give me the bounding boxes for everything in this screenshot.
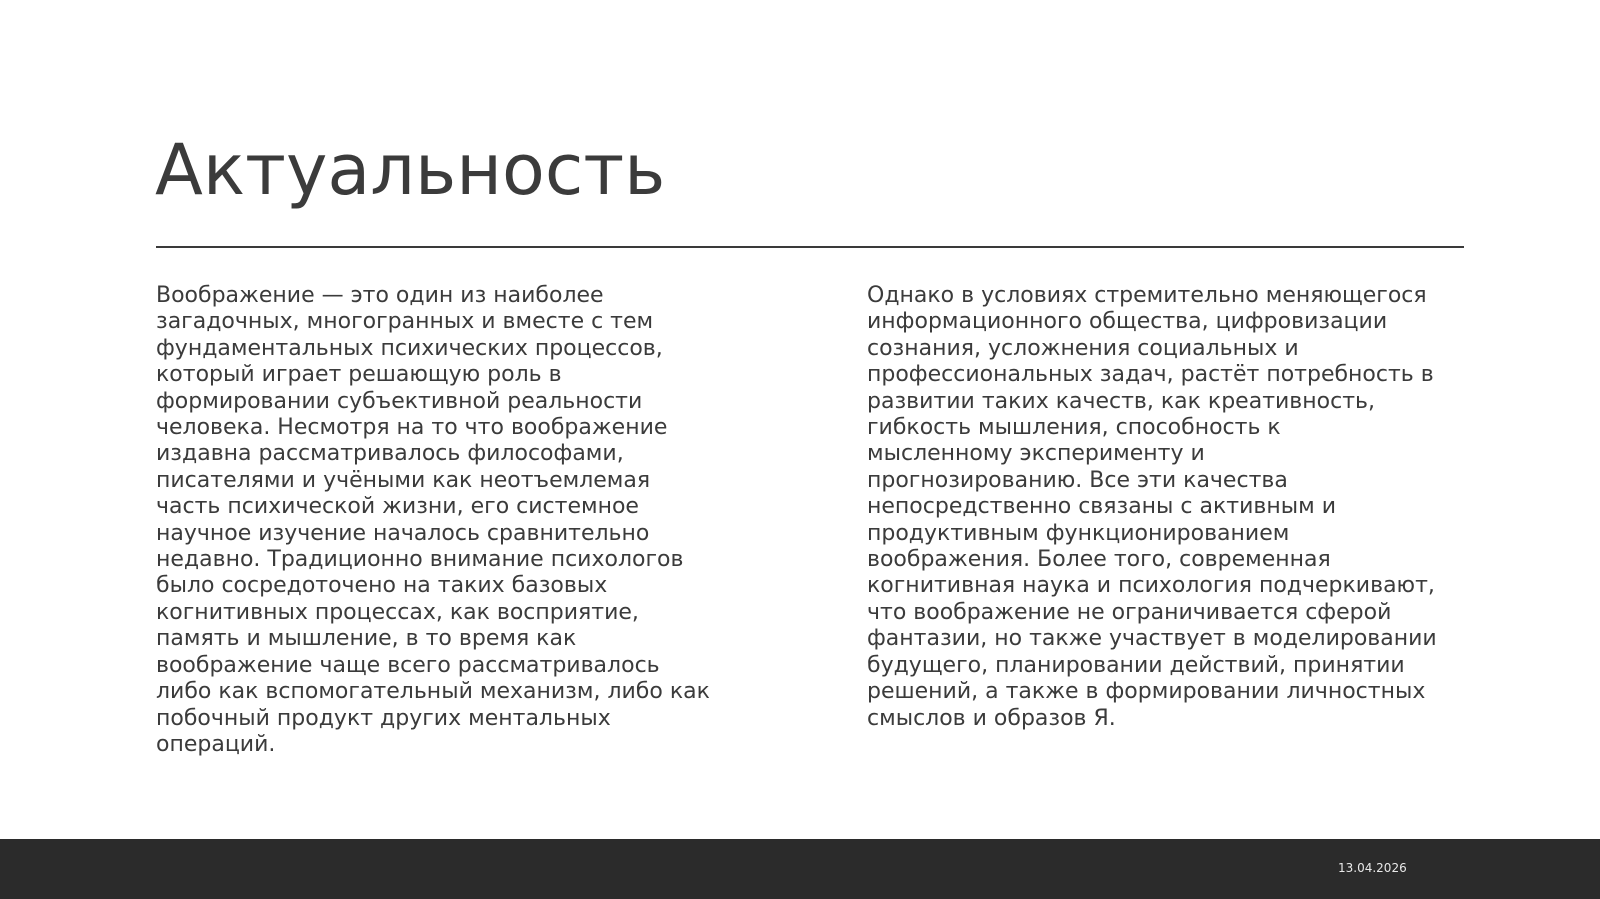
right-text-column (867, 283, 1477, 732)
text-line: воображения. Более того, современная (867, 547, 1331, 573)
text-line: когнитивных процессах, как восприятие, (156, 599, 639, 625)
text-line: который играет решающую роль в (156, 362, 562, 388)
text-line: было сосредоточено на таких базовых (156, 573, 608, 599)
text-line: память и мышление, в то время как (156, 626, 577, 652)
text-line: когнитивная наука и психология подчеркивают, (867, 573, 1435, 599)
text-line: Воображение — это один из наиболее (156, 283, 604, 308)
text-line: сознания, усложнения социальных и (867, 335, 1299, 361)
text-line: фантазии, но также участвует в моделировании (867, 626, 1437, 652)
text-line: прогнозированию. Все эти качества (867, 467, 1288, 493)
text-line: фундаментальных психических процессов, (156, 335, 663, 361)
slide-title: Актуальность (155, 129, 666, 211)
text-line: непосредственно связаны с активным и (867, 494, 1337, 520)
text-line: либо как вспомогательный механизм, либо как (156, 679, 710, 705)
text-line: смыслов и образов Я. (867, 705, 1116, 731)
text-line: профессиональных задач, растёт потребность в (867, 362, 1434, 388)
title-divider (156, 246, 1464, 248)
text-line: информационного общества, цифровизации (867, 309, 1388, 335)
text-line: развитии таких качеств, как креативность, (867, 388, 1375, 414)
text-line: научное изучение началось сравнительно (156, 520, 650, 546)
text-line: Однако в условиях стремительно меняющегося (867, 283, 1427, 308)
text-line: часть психической жизни, его системное (156, 494, 639, 520)
text-line: издавна рассматривалось философами, (156, 441, 624, 467)
text-line: человека. Несмотря на то что воображение (156, 415, 668, 441)
text-line: загадочных, многогранных и вместе с тем (156, 309, 654, 335)
text-line: формировании субъективной реальности (156, 388, 643, 414)
text-line: продуктивным функционированием (867, 520, 1290, 546)
text-line: операций. (156, 731, 276, 757)
text-line: мысленному эксперименту и (867, 441, 1205, 467)
footer-date: 13.04.2026 (1338, 861, 1407, 875)
text-line: что воображение не ограничивается сферой (867, 599, 1392, 625)
text-line: воображение чаще всего рассматривалось (156, 652, 660, 678)
text-line: писателями и учёными как неотъемлемая (156, 467, 651, 493)
slide-footer (0, 839, 1600, 899)
text-line: решений, а также в формировании личностных (867, 679, 1426, 705)
text-line: гибкость мышления, способность к (867, 415, 1281, 441)
text-line: побочный продукт других ментальных (156, 705, 611, 731)
left-text-column (156, 283, 766, 758)
text-line: недавно. Традиционно внимание психологов (156, 547, 684, 573)
text-line: будущего, планировании действий, принятии (867, 652, 1405, 678)
